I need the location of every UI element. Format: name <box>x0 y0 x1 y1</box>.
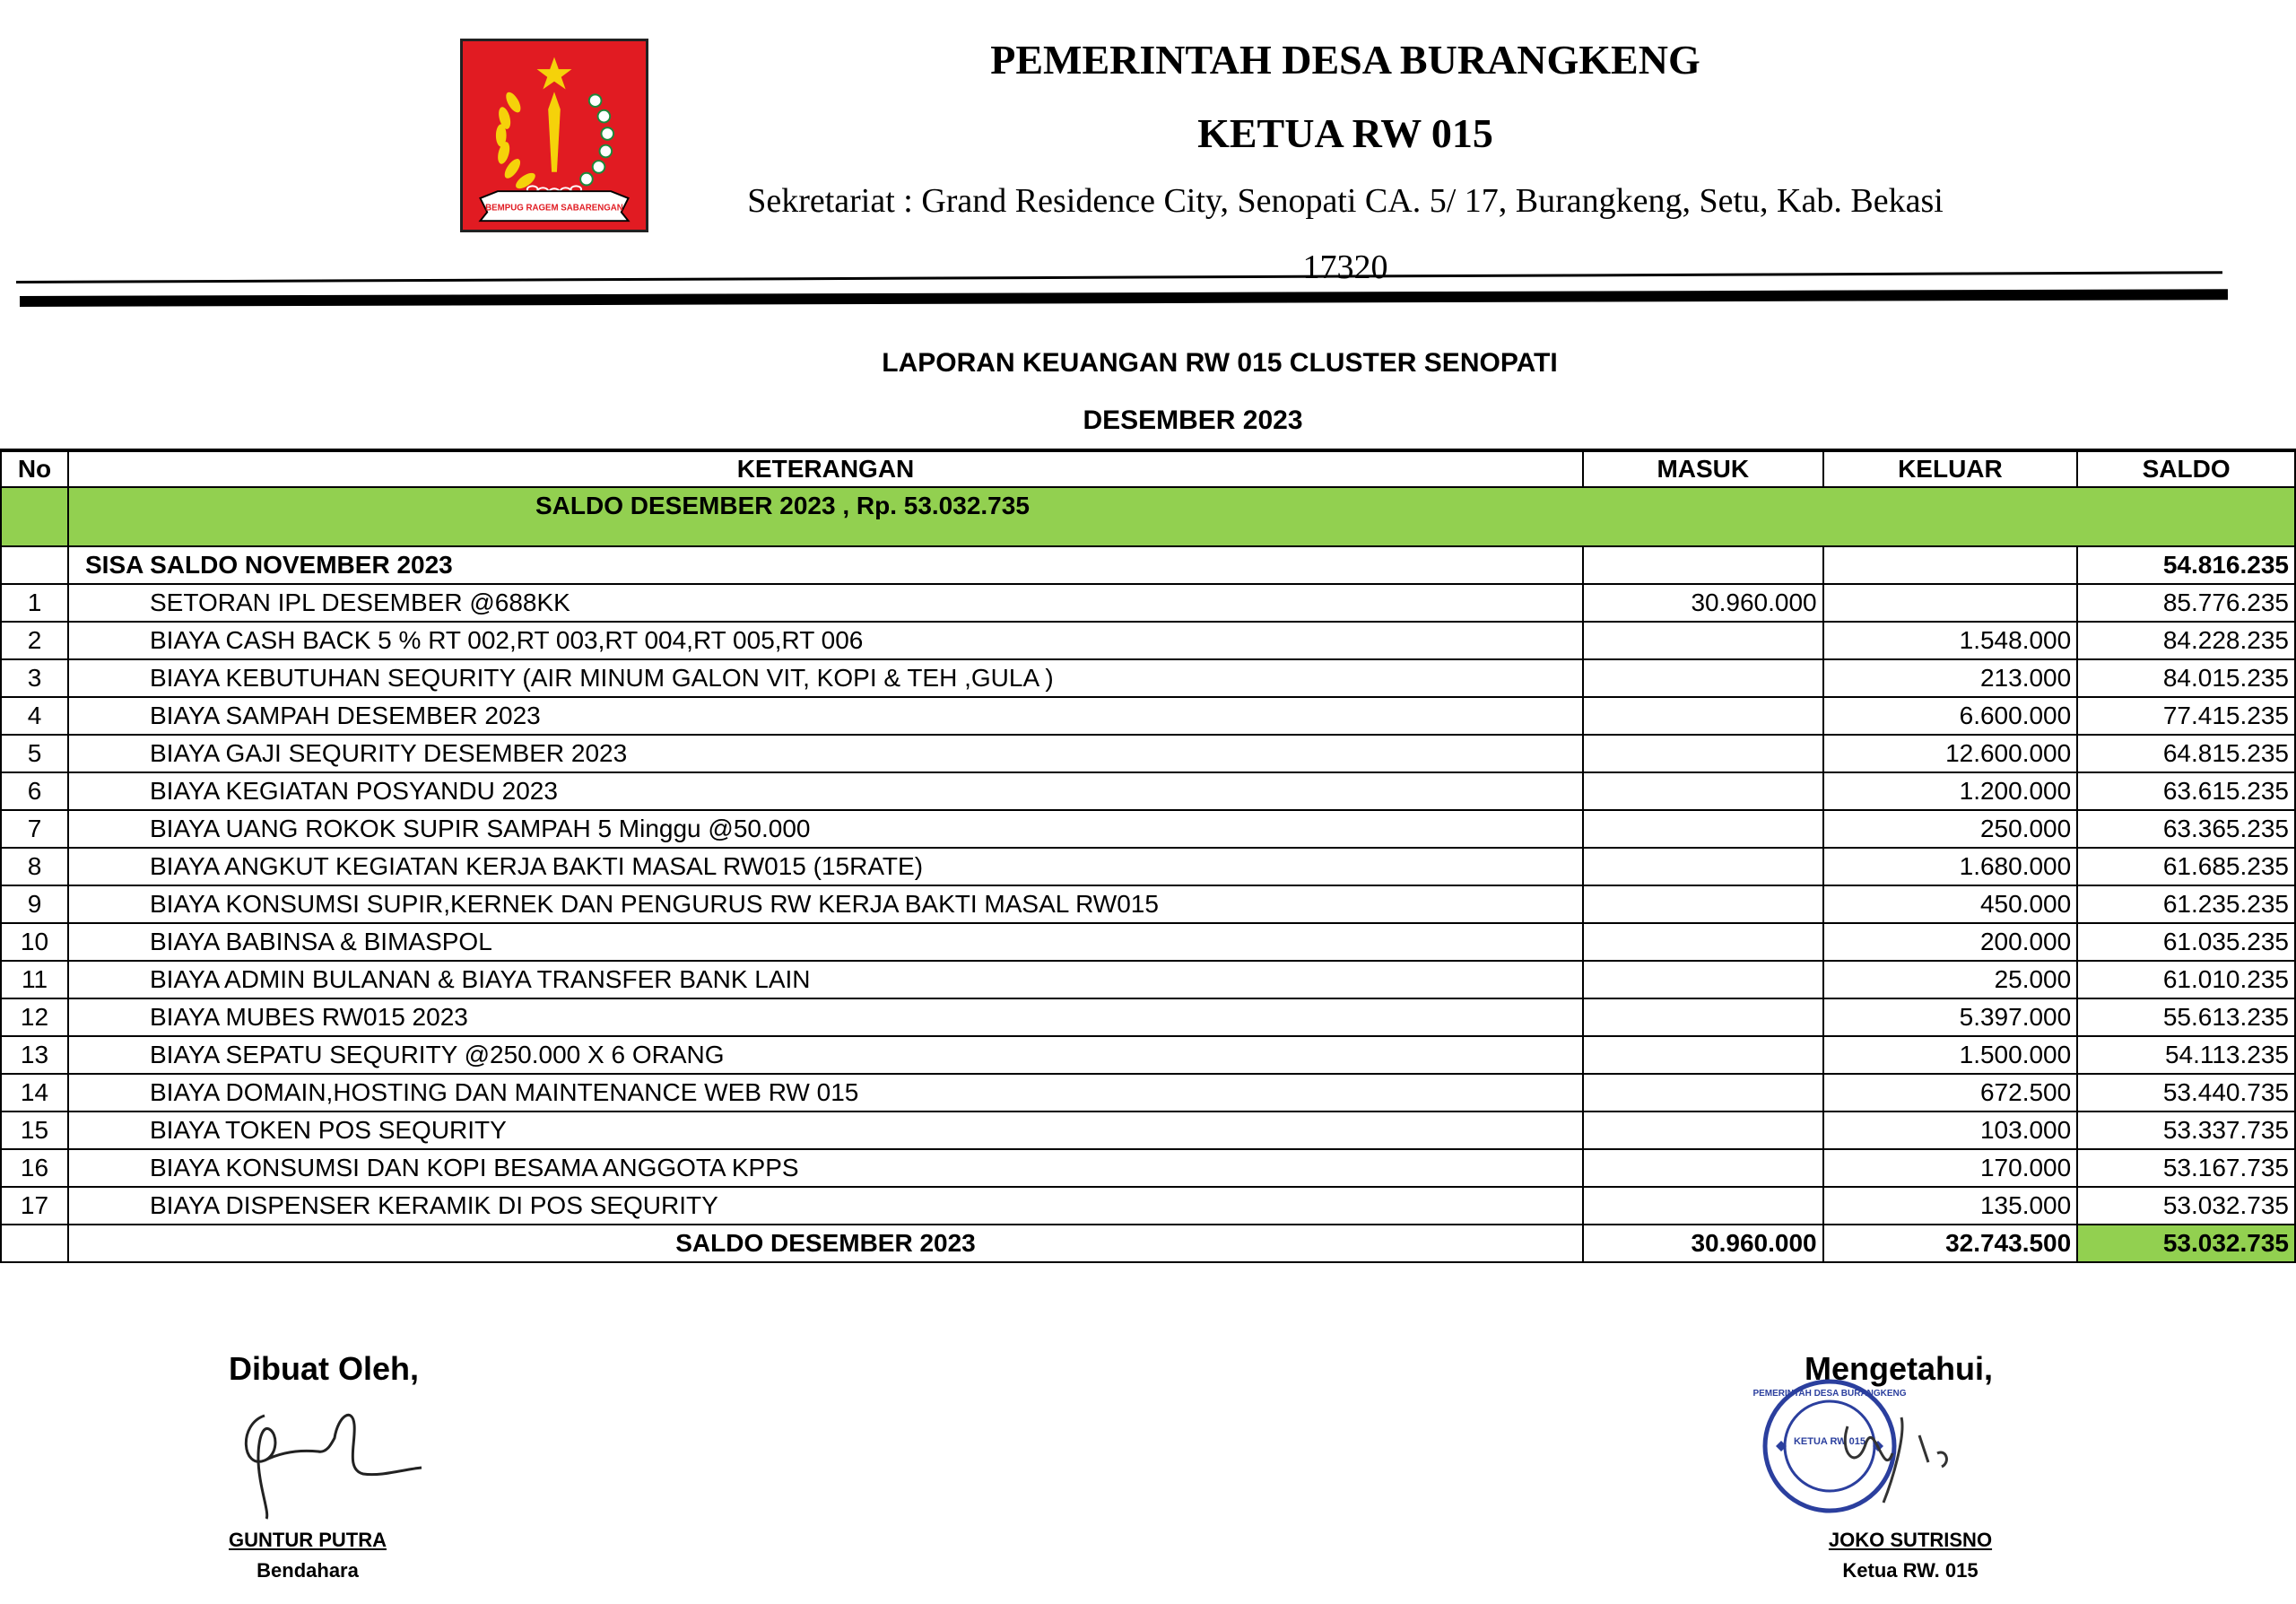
row-masuk <box>1583 1036 1823 1074</box>
table-header-row <box>1 450 2295 487</box>
row-masuk <box>1583 961 1823 998</box>
letterhead-rule-thick <box>20 289 2228 307</box>
row-saldo: 55.613.235 <box>2077 998 2295 1036</box>
row-no: 15 <box>1 1111 68 1149</box>
official-stamp-icon <box>1749 1364 2000 1525</box>
row-saldo: 85.776.235 <box>2077 584 2295 622</box>
opening-balance-saldo: 54.816.235 <box>2077 546 2295 584</box>
table-row <box>1 885 2295 923</box>
row-keluar <box>1823 584 2078 622</box>
row-no: 10 <box>1 923 68 961</box>
row-saldo: 77.415.235 <box>2077 697 2295 735</box>
row-keluar: 6.600.000 <box>1823 697 2078 735</box>
table-row <box>1 1074 2295 1111</box>
prepared-by-heading: Dibuat Oleh, <box>229 1350 420 1387</box>
letterhead-postcode: 17320 <box>1302 248 1388 286</box>
row-keluar: 1.500.000 <box>1823 1036 2078 1074</box>
row-keluar: 1.548.000 <box>1823 622 2078 659</box>
row-saldo: 61.035.235 <box>2077 923 2295 961</box>
row-saldo: 61.010.235 <box>2077 961 2295 998</box>
table-row <box>1 1187 2295 1225</box>
table-row <box>1 810 2295 848</box>
opening-balance-label: SISA SALDO NOVEMBER 2023 <box>68 546 1583 584</box>
preparer-role: Bendahara <box>257 1559 359 1582</box>
table-row <box>1 622 2295 659</box>
row-keluar: 1.680.000 <box>1823 848 2078 885</box>
row-keterangan: BIAYA KONSUMSI DAN KOPI BESAMA ANGGOTA KPPS <box>68 1149 1583 1187</box>
table-row <box>1 923 2295 961</box>
row-saldo: 53.440.735 <box>2077 1074 2295 1111</box>
opening-no-cell <box>1 546 68 584</box>
table-row <box>1 848 2295 885</box>
row-keterangan: BIAYA TOKEN POS SEQURITY <box>68 1111 1583 1149</box>
row-masuk <box>1583 1149 1823 1187</box>
total-label: SALDO DESEMBER 2023 <box>68 1225 1583 1262</box>
village-crest-icon <box>463 41 646 230</box>
row-keluar: 135.000 <box>1823 1187 2078 1225</box>
table-row <box>1 961 2295 998</box>
row-keterangan: BIAYA DISPENSER KERAMIK DI POS SEQURITY <box>68 1187 1583 1225</box>
row-masuk <box>1583 923 1823 961</box>
row-masuk <box>1583 885 1823 923</box>
table-row <box>1 584 2295 622</box>
row-no: 14 <box>1 1074 68 1111</box>
row-keterangan: BIAYA SEPATU SEQURITY @250.000 X 6 ORANG <box>68 1036 1583 1074</box>
header-keterangan: KETERANGAN <box>68 450 1583 487</box>
row-keluar: 170.000 <box>1823 1149 2078 1187</box>
row-saldo: 84.015.235 <box>2077 659 2295 697</box>
row-masuk <box>1583 697 1823 735</box>
balance-banner: SALDO DESEMBER 2023 , Rp. 53.032.735 <box>68 487 2295 546</box>
row-keterangan: SETORAN IPL DESEMBER @688KK <box>68 584 1583 622</box>
total-row <box>1 1225 2295 1262</box>
row-no: 1 <box>1 584 68 622</box>
letterhead-title: PEMERINTAH DESA BURANGKENG <box>990 37 1700 83</box>
row-keluar: 672.500 <box>1823 1074 2078 1111</box>
banner-no-cell <box>1 487 68 546</box>
row-no: 5 <box>1 735 68 772</box>
row-no: 7 <box>1 810 68 848</box>
row-masuk <box>1583 1074 1823 1111</box>
total-saldo: 53.032.735 <box>2077 1225 2295 1262</box>
row-keterangan: BIAYA KEBUTUHAN SEQURITY (AIR MINUM GALON VIT, KOPI & TEH ,GULA ) <box>68 659 1583 697</box>
financial-ledger-table <box>0 449 2296 1263</box>
row-keluar: 250.000 <box>1823 810 2078 848</box>
row-masuk <box>1583 810 1823 848</box>
row-keterangan: BIAYA ADMIN BULANAN & BIAYA TRANSFER BANK LAIN <box>68 961 1583 998</box>
row-masuk <box>1583 998 1823 1036</box>
row-saldo: 53.337.735 <box>2077 1111 2295 1149</box>
row-no: 12 <box>1 998 68 1036</box>
row-no: 11 <box>1 961 68 998</box>
row-keluar: 5.397.000 <box>1823 998 2078 1036</box>
acknowledged-by-heading: Mengetahui, <box>1805 1350 1994 1387</box>
row-keterangan: BIAYA BABINSA & BIMASPOL <box>68 923 1583 961</box>
preparer-name: GUNTUR PUTRA <box>229 1529 387 1551</box>
row-masuk <box>1583 772 1823 810</box>
row-masuk <box>1583 848 1823 885</box>
row-no: 3 <box>1 659 68 697</box>
row-keterangan: BIAYA GAJI SEQURITY DESEMBER 2023 <box>68 735 1583 772</box>
row-no: 16 <box>1 1149 68 1187</box>
row-saldo: 54.113.235 <box>2077 1036 2295 1074</box>
row-keterangan: BIAYA MUBES RW015 2023 <box>68 998 1583 1036</box>
header-saldo: SALDO <box>2077 450 2295 487</box>
total-no-cell <box>1 1225 68 1262</box>
table-row <box>1 1036 2295 1074</box>
row-saldo: 53.167.735 <box>2077 1149 2295 1187</box>
total-keluar: 32.743.500 <box>1823 1225 2078 1262</box>
row-keterangan: BIAYA DOMAIN,HOSTING DAN MAINTENANCE WEB RW 015 <box>68 1074 1583 1111</box>
row-keterangan: BIAYA CASH BACK 5 % RT 002,RT 003,RT 004,RT 005,RT 006 <box>68 622 1583 659</box>
row-no: 2 <box>1 622 68 659</box>
table-row <box>1 697 2295 735</box>
row-keterangan: BIAYA SAMPAH DESEMBER 2023 <box>68 697 1583 735</box>
table-row <box>1 1111 2295 1149</box>
row-keluar: 12.600.000 <box>1823 735 2078 772</box>
row-saldo: 53.032.735 <box>2077 1187 2295 1225</box>
header-keluar: KELUAR <box>1823 450 2078 487</box>
table-row <box>1 735 2295 772</box>
row-keluar: 450.000 <box>1823 885 2078 923</box>
row-no: 6 <box>1 772 68 810</box>
row-keluar: 213.000 <box>1823 659 2078 697</box>
row-keluar: 25.000 <box>1823 961 2078 998</box>
row-keterangan: BIAYA KEGIATAN POSYANDU 2023 <box>68 772 1583 810</box>
row-saldo: 63.615.235 <box>2077 772 2295 810</box>
table-row <box>1 1149 2295 1187</box>
row-keluar: 200.000 <box>1823 923 2078 961</box>
opening-balance-row <box>1 546 2295 584</box>
approver-role: Ketua RW. 015 <box>1842 1559 1979 1582</box>
row-saldo: 84.228.235 <box>2077 622 2295 659</box>
row-keluar: 103.000 <box>1823 1111 2078 1149</box>
row-masuk <box>1583 622 1823 659</box>
approver-name: JOKO SUTRISNO <box>1828 1529 1993 1551</box>
row-keluar: 1.200.000 <box>1823 772 2078 810</box>
table-row <box>1 772 2295 810</box>
row-masuk: 30.960.000 <box>1583 584 1823 622</box>
total-masuk: 30.960.000 <box>1583 1225 1823 1262</box>
row-saldo: 64.815.235 <box>2077 735 2295 772</box>
row-saldo: 63.365.235 <box>2077 810 2295 848</box>
letterhead-address: Sekretariat : Grand Residence City, Senopati CA. 5/ 17, Burangkeng, Setu, Kab. Bekasi <box>747 182 1944 220</box>
row-saldo: 61.235.235 <box>2077 885 2295 923</box>
report-period: DESEMBER 2023 <box>1083 405 1303 435</box>
row-no: 8 <box>1 848 68 885</box>
report-title: LAPORAN KEUANGAN RW 015 CLUSTER SENOPATI <box>882 348 1558 378</box>
logo-ribbon-text: BEMPUG RAGEM SABARENGAN <box>485 203 623 214</box>
handwritten-signature-icon <box>229 1389 426 1523</box>
stamp-inner-text: KETUA RW 015 <box>1793 1436 1866 1447</box>
row-no: 13 <box>1 1036 68 1074</box>
row-saldo: 61.685.235 <box>2077 848 2295 885</box>
row-no: 4 <box>1 697 68 735</box>
letterhead-subtitle: KETUA RW 015 <box>1197 110 1493 156</box>
row-masuk <box>1583 659 1823 697</box>
village-crest-logo <box>460 39 648 232</box>
balance-banner-row <box>1 487 2295 546</box>
header-masuk: MASUK <box>1583 450 1823 487</box>
row-keterangan: BIAYA ANGKUT KEGIATAN KERJA BAKTI MASAL RW015 (15RATE) <box>68 848 1583 885</box>
opening-keluar-cell <box>1823 546 2078 584</box>
row-no: 9 <box>1 885 68 923</box>
row-keterangan: BIAYA UANG ROKOK SUPIR SAMPAH 5 Minggu @50.000 <box>68 810 1583 848</box>
row-no: 17 <box>1 1187 68 1225</box>
table-row <box>1 998 2295 1036</box>
stamp-outer-text: PEMERINTAH DESA BURANGKENG <box>1752 1389 1907 1399</box>
opening-masuk-cell <box>1583 546 1823 584</box>
table-row <box>1 659 2295 697</box>
header-no: No <box>1 450 68 487</box>
row-masuk <box>1583 1187 1823 1225</box>
row-keterangan: BIAYA KONSUMSI SUPIR,KERNEK DAN PENGURUS RW KERJA BAKTI MASAL RW015 <box>68 885 1583 923</box>
row-masuk <box>1583 1111 1823 1149</box>
row-masuk <box>1583 735 1823 772</box>
